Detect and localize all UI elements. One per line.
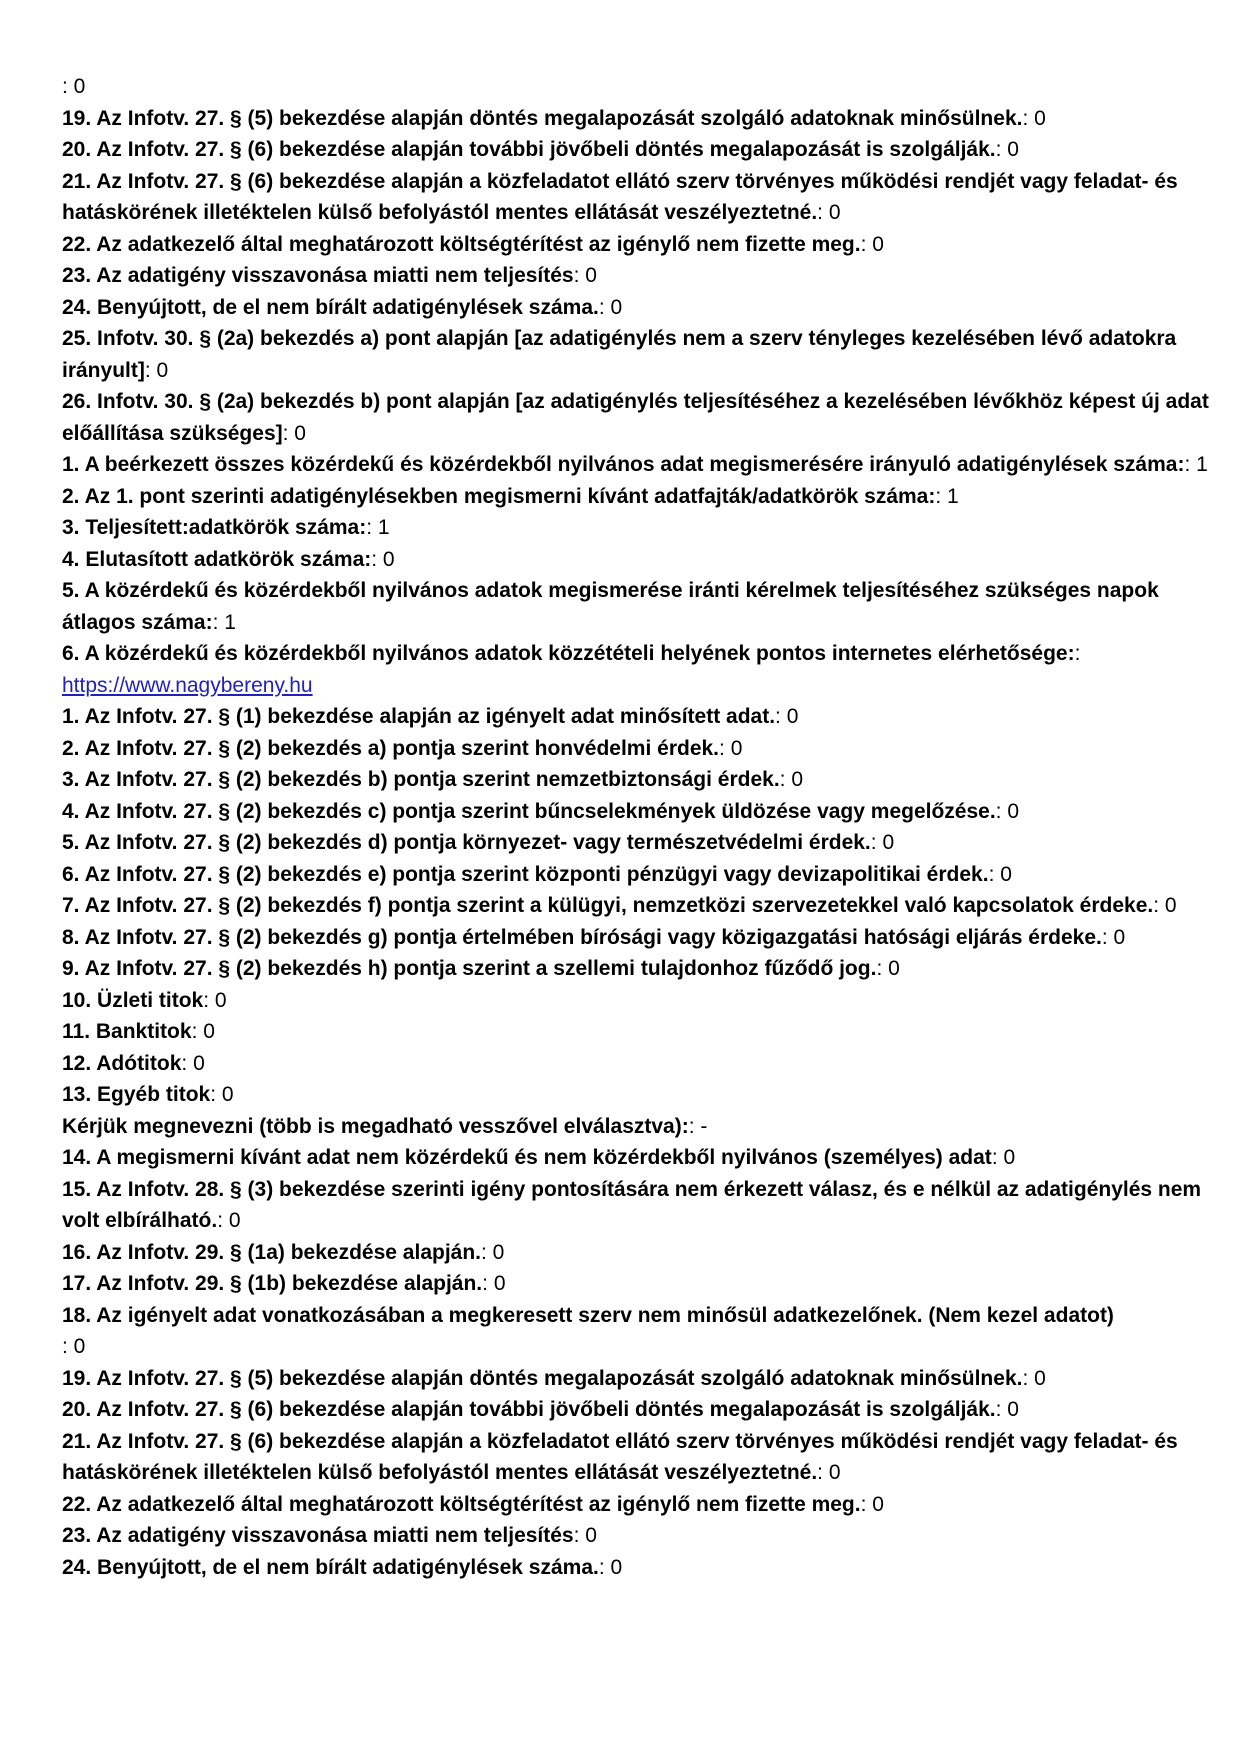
item-value: 0 bbox=[786, 705, 799, 728]
item-value: 0 bbox=[1007, 1398, 1019, 1421]
report-item bbox=[62, 1489, 1212, 1521]
item-value: 0 bbox=[1000, 862, 1012, 886]
item-label: 22. Az adatkezelő által meghatározott költségtérítést az igénylő nem fizette meg. bbox=[62, 232, 861, 256]
report-item bbox=[62, 449, 1212, 481]
label-value-separator: : bbox=[203, 988, 215, 1012]
label-value-separator: : bbox=[191, 1020, 204, 1043]
item-value: 0 bbox=[221, 1083, 234, 1106]
report-item bbox=[62, 1111, 1212, 1143]
label-value-separator: : bbox=[1022, 1366, 1035, 1390]
item-label: 10. Üzleti titok bbox=[62, 988, 204, 1012]
report-item bbox=[62, 1426, 1212, 1489]
item-label: 9. Az Infotv. 27. § (2) bekezdés h) pontja szerint a szellemi tulajdonhoz fűződő jog. bbox=[62, 957, 877, 980]
item-label: 6. A közérdekű és közérdekből nyilvános adatok közzétételi helyének pontos internetes elérhetősége: bbox=[62, 642, 1075, 665]
label-value-separator: : bbox=[935, 484, 948, 508]
item-value: 0 bbox=[872, 1492, 884, 1516]
report-item bbox=[62, 229, 1212, 261]
item-label: 4. Az Infotv. 27. § (2) bekezdés c) pontja szerint bűncselekmények üldözése vagy megelőzése. bbox=[62, 799, 996, 823]
item-value: - bbox=[700, 1114, 708, 1138]
item-value: 1 bbox=[947, 484, 959, 508]
item-label: 13. Egyéb titok bbox=[62, 1083, 211, 1106]
report-item bbox=[62, 985, 1212, 1017]
report-item bbox=[62, 386, 1212, 449]
item-value: 0 bbox=[294, 421, 306, 445]
item-label: 2. Az 1. pont szerinti adatigénylésekben megismerni kívánt adatfajták/adatkörök száma: bbox=[62, 484, 936, 508]
label-value-separator: : bbox=[870, 831, 883, 854]
item-value: 0 bbox=[1113, 925, 1126, 949]
item-value: 0 bbox=[791, 768, 804, 791]
item-label: 5. Az Infotv. 27. § (2) bekezdés d) pontja környezet- vagy természetvédelmi érdek. bbox=[62, 831, 871, 854]
item-value: 0 bbox=[73, 1335, 86, 1358]
item-value: 0 bbox=[203, 1020, 215, 1043]
label-value-separator: : bbox=[210, 1083, 222, 1106]
report-item bbox=[62, 166, 1212, 229]
report-item bbox=[62, 733, 1212, 765]
item-value: 0 bbox=[1034, 106, 1046, 130]
label-value-separator: : bbox=[991, 1146, 1004, 1169]
item-label: 22. Az adatkezelő által meghatározott költségtérítést az igénylő nem fizette meg. bbox=[62, 1492, 861, 1516]
item-value: 0 bbox=[872, 232, 884, 256]
item-label: 21. Az Infotv. 27. § (6) bekezdése alapján a közfeladatot ellátó szerv törvényes működési rendjét vagy feladat- és hatáskörének illetéktelen külső befolyástól mentes ellátását veszélyeztetné. bbox=[62, 1429, 1178, 1484]
label-value-separator: : bbox=[598, 295, 611, 319]
item-value: 0 bbox=[382, 547, 395, 571]
item-value: 0 bbox=[828, 201, 841, 224]
report-item bbox=[62, 922, 1212, 954]
report-item bbox=[62, 544, 1212, 576]
report-item bbox=[62, 701, 1212, 733]
report-item bbox=[62, 638, 1212, 701]
item-value: 0 bbox=[610, 1555, 623, 1579]
label-value-separator: : bbox=[1022, 106, 1035, 130]
label-value-separator: : bbox=[876, 957, 889, 980]
label-value-separator: : bbox=[860, 1492, 873, 1516]
item-label: 8. Az Infotv. 27. § (2) bekezdés g) pontja értelmében bírósági vagy közigazgatási hatósági eljárás érdeke. bbox=[62, 925, 1102, 949]
item-value: 1 bbox=[377, 516, 390, 539]
item-value: 0 bbox=[888, 957, 900, 980]
item-label: 7. Az Infotv. 27. § (2) bekezdés f) pontja szerint a külügyi, nemzetközi szervezetekkel való kapcsolatok érdeke. bbox=[62, 894, 1154, 917]
label-value-separator: : bbox=[988, 862, 1001, 886]
label-value-separator: : bbox=[217, 1209, 229, 1232]
item-value: 0 bbox=[585, 264, 597, 287]
label-value-separator: : bbox=[481, 1240, 493, 1264]
label-value-separator: : bbox=[995, 138, 1008, 161]
item-value: 0 bbox=[156, 358, 169, 382]
report-item bbox=[62, 1142, 1212, 1174]
item-value: 0 bbox=[492, 1240, 505, 1264]
report-item bbox=[62, 481, 1212, 513]
item-label: 15. Az Infotv. 28. § (3) bekezdése szerinti igény pontosítására nem érkezett válasz, és e nélkül az adatigénylés nem volt elbírálható. bbox=[62, 1177, 1202, 1232]
item-label: 17. Az Infotv. 29. § (1b) bekezdése alapján. bbox=[62, 1272, 483, 1295]
item-value: 0 bbox=[730, 736, 743, 760]
item-value: 1 bbox=[224, 610, 236, 634]
item-value: 0 bbox=[828, 1461, 841, 1484]
report-item bbox=[62, 1300, 1212, 1363]
report-item bbox=[62, 292, 1212, 324]
item-label: 3. Az Infotv. 27. § (2) bekezdés b) pontja szerint nemzetbiztonsági érdek. bbox=[62, 768, 780, 791]
report-item bbox=[62, 1048, 1212, 1080]
item-label: 18. Az igényelt adat vonatkozásában a megkeresett szerv nem minősül adatkezelőnek. (Nem kezel adatot) bbox=[62, 1303, 1114, 1327]
item-value: 0 bbox=[1003, 1146, 1016, 1169]
item-label: 23. Az adatigény visszavonása miatti nem teljesítés bbox=[62, 1524, 574, 1547]
item-label: 19. Az Infotv. 27. § (5) bekezdése alapján döntés megalapozását szolgáló adatoknak minősülnek. bbox=[62, 106, 1023, 130]
label-value-separator: : bbox=[62, 1335, 74, 1358]
item-value: 1 bbox=[1196, 453, 1208, 476]
item-value: 0 bbox=[493, 1272, 506, 1295]
report-link[interactable]: https://www.nagybereny.hu bbox=[62, 673, 313, 697]
label-value-separator: : bbox=[282, 421, 295, 445]
item-label: 24. Benyújtott, de el nem bírált adatigénylések száma. bbox=[62, 1555, 599, 1579]
label-value-separator: : bbox=[779, 768, 792, 791]
item-label: Kérjük megnevezni (több is megadható vesszővel elválasztva): bbox=[62, 1114, 689, 1138]
item-value: 0 bbox=[193, 1051, 205, 1075]
report-item bbox=[62, 260, 1212, 292]
item-label: 11. Banktitok bbox=[62, 1020, 192, 1043]
item-label: 16. Az Infotv. 29. § (1a) bekezdése alapján. bbox=[62, 1240, 481, 1264]
label-value-separator: : bbox=[860, 232, 873, 256]
item-value: 0 bbox=[882, 831, 895, 854]
item-label: 20. Az Infotv. 27. § (6) bekezdése alapján további jövőbeli döntés megalapozását is szolgálják. bbox=[62, 1398, 996, 1421]
item-value: 0 bbox=[1034, 1366, 1046, 1390]
item-label: 20. Az Infotv. 27. § (6) bekezdése alapján további jövőbeli döntés megalapozását is szolgálják. bbox=[62, 138, 996, 161]
report-item bbox=[62, 1363, 1212, 1395]
item-label: 19. Az Infotv. 27. § (5) bekezdése alapján döntés megalapozását szolgáló adatoknak minősülnek. bbox=[62, 1366, 1023, 1390]
label-value-separator: : bbox=[573, 264, 586, 287]
label-value-separator: : bbox=[371, 547, 383, 571]
label-value-separator: : bbox=[482, 1272, 494, 1295]
report-item bbox=[62, 134, 1212, 166]
item-value: 0 bbox=[585, 1524, 597, 1547]
report-item bbox=[62, 764, 1212, 796]
label-value-separator: : bbox=[212, 610, 225, 634]
label-value-separator: : bbox=[573, 1524, 586, 1547]
item-label: 6. Az Infotv. 27. § (2) bekezdés e) pontja szerint központi pénzügyi vagy devizapolitikai érdek. bbox=[62, 862, 989, 886]
item-label: 25. Infotv. 30. § (2a) bekezdés a) pont alapján [az adatigénylés nem a szerv tényleges kezelésében lévő adatokra irányult] bbox=[62, 327, 1177, 382]
item-label: 21. Az Infotv. 27. § (6) bekezdése alapján a közfeladatot ellátó szerv törvényes működési rendjét vagy feladat- és hatáskörének illetéktelen külső befolyástól mentes ellátását veszélyeztetné. bbox=[62, 169, 1178, 224]
report-item bbox=[62, 1174, 1212, 1237]
report-item bbox=[62, 1394, 1212, 1426]
item-label: 24. Benyújtott, de el nem bírált adatigénylések száma. bbox=[62, 295, 599, 319]
item-value: 0 bbox=[73, 75, 86, 98]
item-label: 2. Az Infotv. 27. § (2) bekezdés a) pontja szerint honvédelmi érdek. bbox=[62, 736, 720, 760]
label-value-separator: : bbox=[719, 736, 731, 760]
label-value-separator: : bbox=[1101, 925, 1114, 949]
item-value: 0 bbox=[610, 295, 623, 319]
label-value-separator: : bbox=[144, 358, 157, 382]
label-value-separator: : bbox=[1074, 642, 1081, 665]
item-value: 0 bbox=[228, 1209, 241, 1232]
label-value-separator: : bbox=[688, 1114, 701, 1138]
report-item bbox=[62, 859, 1212, 891]
report-item bbox=[62, 103, 1212, 135]
item-label: 1. Az Infotv. 27. § (1) bekezdése alapján az igényelt adat minősített adat. bbox=[62, 705, 776, 728]
label-value-separator: : bbox=[62, 75, 74, 98]
report-item bbox=[62, 1079, 1212, 1111]
report-item bbox=[62, 71, 1212, 103]
label-value-separator: : bbox=[181, 1051, 194, 1075]
report-item bbox=[62, 512, 1212, 544]
item-label: 5. A közérdekű és közérdekből nyilvános adatok megismerése iránti kérelmek teljesítéséhez szükséges napok átlagos száma: bbox=[62, 579, 1159, 634]
label-value-separator: : bbox=[817, 201, 829, 224]
label-value-separator: : bbox=[817, 1461, 829, 1484]
report-item bbox=[62, 1237, 1212, 1269]
item-label: 14. A megismerni kívánt adat nem közérdekű és nem közérdekből nyilvános (személyes) adat bbox=[62, 1146, 992, 1169]
report-item bbox=[62, 827, 1212, 859]
item-label: 26. Infotv. 30. § (2a) bekezdés b) pont alapján [az adatigénylés teljesítéséhez a kezelésében lévőkhöz képest új adat előállítása szükséges] bbox=[62, 390, 1209, 445]
label-value-separator: : bbox=[775, 705, 787, 728]
label-value-separator: : bbox=[366, 516, 378, 539]
report-item bbox=[62, 1552, 1212, 1584]
item-label: 12. Adótitok bbox=[62, 1051, 182, 1075]
item-value: 0 bbox=[214, 988, 227, 1012]
item-value: 0 bbox=[1007, 138, 1019, 161]
label-value-separator: : bbox=[598, 1555, 611, 1579]
item-label: 3. Teljesített:adatkörök száma: bbox=[62, 516, 367, 539]
report-item bbox=[62, 323, 1212, 386]
report-item bbox=[62, 1268, 1212, 1300]
label-value-separator: : bbox=[1153, 894, 1165, 917]
report-item bbox=[62, 575, 1212, 638]
report-item bbox=[62, 890, 1212, 922]
report-item bbox=[62, 953, 1212, 985]
report-item bbox=[62, 796, 1212, 828]
label-value-separator: : bbox=[1184, 453, 1197, 476]
item-label: 1. A beérkezett összes közérdekű és közérdekből nyilvános adat megismerésére irányuló adatigénylések száma: bbox=[62, 453, 1185, 476]
item-label: 4. Elutasított adatkörök száma: bbox=[62, 547, 372, 571]
label-value-separator: : bbox=[995, 1398, 1008, 1421]
report-item bbox=[62, 1520, 1212, 1552]
report-item bbox=[62, 1016, 1212, 1048]
item-value: 0 bbox=[1164, 894, 1177, 917]
item-value: 0 bbox=[1007, 799, 1020, 823]
label-value-separator: : bbox=[995, 799, 1008, 823]
item-label: 23. Az adatigény visszavonása miatti nem teljesítés bbox=[62, 264, 574, 287]
